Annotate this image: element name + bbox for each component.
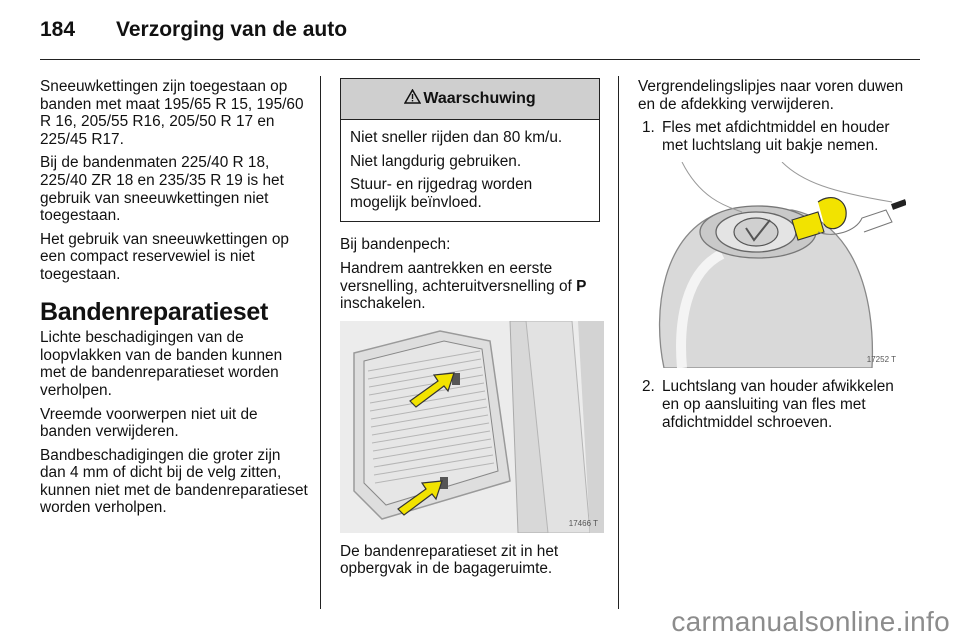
page-number: 184 bbox=[40, 18, 76, 41]
header-rule bbox=[40, 59, 920, 60]
page-header bbox=[40, 18, 347, 42]
paragraph-repair-kit-use: Lichte beschadigingen van de loopvlakken van de banden kunnen met de bandenreparatieset worden verholpen. bbox=[40, 329, 283, 399]
step-list bbox=[638, 119, 910, 154]
gear-p-label: P bbox=[576, 277, 587, 295]
figure-storage-compartment bbox=[340, 321, 604, 533]
paragraph-foreign-objects: Vreemde voorwerpen niet uit de banden verwijderen. bbox=[40, 405, 258, 441]
paragraph-snow-chains-not-allowed: Bij de bandenmaten 225/40 R 18, 225/40 ZR 18 en 235/35 R 19 is het gebruik van sneeuwkettingen niet toegestaan. bbox=[40, 154, 284, 225]
column-divider-1 bbox=[320, 76, 321, 609]
column-3 bbox=[638, 78, 910, 437]
warning-body bbox=[341, 120, 599, 221]
warning-triangle-icon bbox=[404, 89, 421, 109]
list-item: 1. Fles met afdichtmiddel en houder met luchtslang uit bakje nemen. bbox=[642, 119, 890, 154]
paragraph-snow-chains-sizes: Sneeuwkettingen zijn toegestaan op banden met maat 195/65 R 15, 195/60 R 16, 205/55 R16, 205/50 R 17 en 225/45 R17. bbox=[40, 78, 304, 148]
warning-header bbox=[341, 79, 599, 120]
paragraph-damage-limits: Bandbeschadigingen die groter zijn dan 4 mm of dicht bij de velg zitten, kunnen niet met de bandenreparatieset worden verholpen. bbox=[40, 446, 308, 517]
step-list bbox=[638, 378, 910, 431]
breakdown-instruction: Handrem aantrekken en eerste versnelling, achteruitversnelling of P inschakelen. bbox=[340, 259, 587, 313]
figure-caption: De bandenreparatieset zit in het opbergvak in de bagageruimte. bbox=[340, 542, 559, 578]
breakdown-intro: Bij bandenpech: bbox=[340, 236, 451, 254]
figure-code: 17252 T bbox=[866, 355, 896, 365]
figure-code: 17466 T bbox=[568, 518, 598, 528]
paragraph-remove-cover: Vergrendelingslipjes naar voren duwen en de afdekking verwijderen. bbox=[638, 78, 904, 113]
page-title: Verzorging van de auto bbox=[116, 18, 348, 41]
paragraph-spare-wheel: Het gebruik van sneeuwkettingen op een compact reservewiel is niet toegestaan. bbox=[40, 230, 289, 283]
column-2 bbox=[340, 78, 604, 584]
watermark: carmanualsonline.info bbox=[671, 606, 950, 637]
column-1 bbox=[40, 78, 308, 523]
warning-line: Niet langdurig gebruiken. bbox=[350, 152, 522, 170]
section-heading: Bandenreparatieset bbox=[40, 297, 269, 326]
figure-sealant-bottle bbox=[642, 162, 906, 368]
warning-box bbox=[340, 78, 600, 222]
list-item: 2. Luchtslang van houder afwikkelen en op aansluiting van fles met afdichtmiddel schroeven. bbox=[642, 378, 894, 431]
warning-line: Stuur- en rijgedrag worden mogelijk beïnvloed. bbox=[350, 176, 533, 211]
column-divider-2 bbox=[618, 76, 619, 609]
warning-line: Niet sneller rijden dan 80 km/u. bbox=[350, 129, 563, 146]
warning-title: Waarschuwing bbox=[423, 90, 536, 108]
